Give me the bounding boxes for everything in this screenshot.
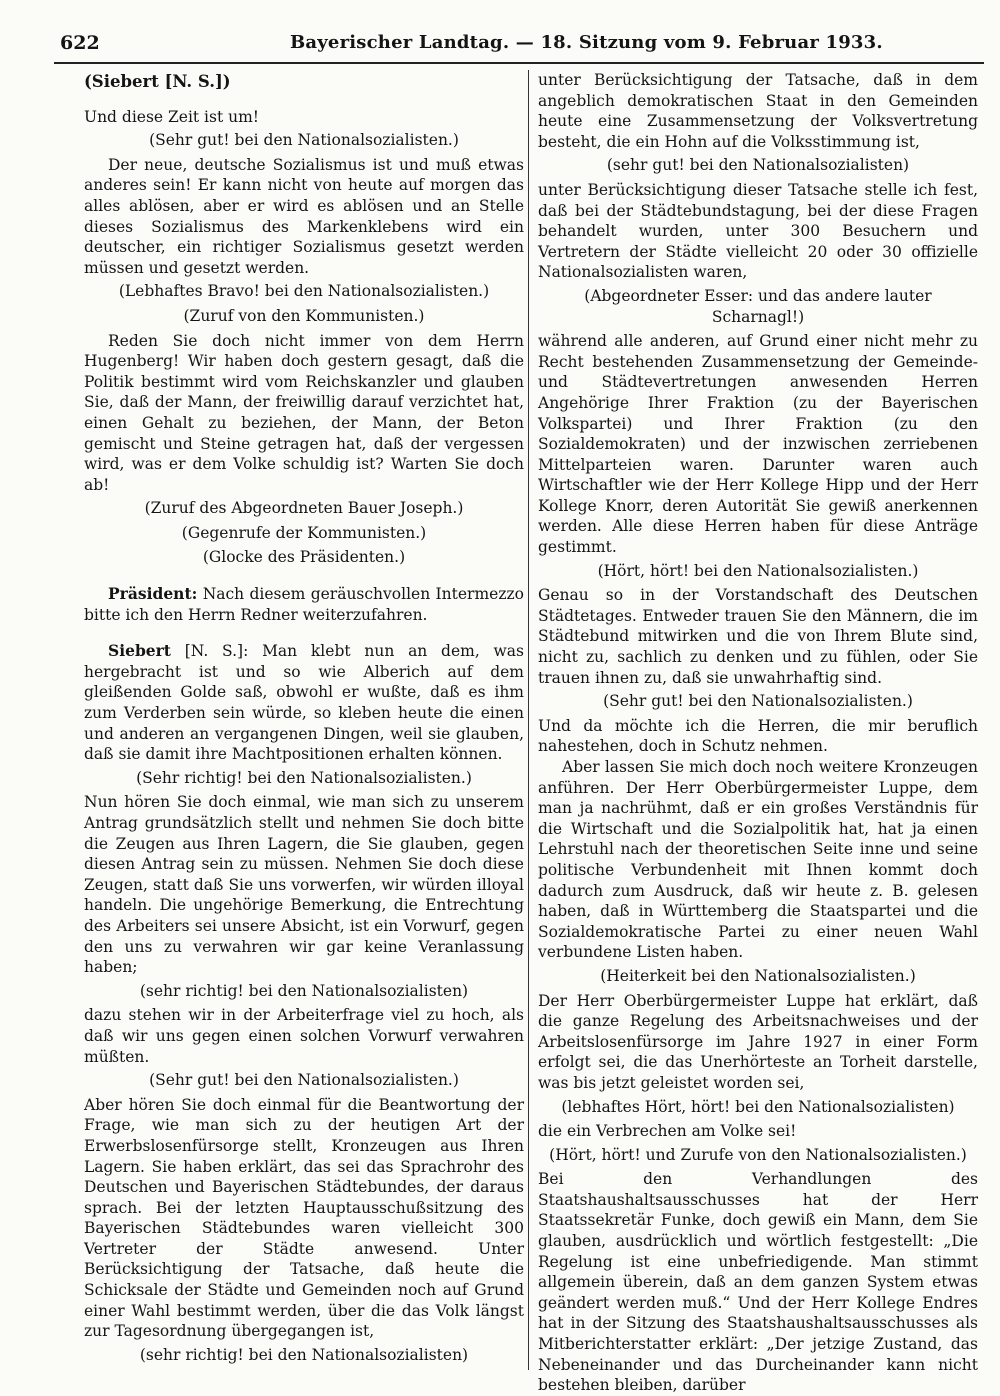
body-paragraph: Aber lassen Sie mich doch noch weitere Kronzeugen anführen. Der Herr Oberbürgermeister Luppe, dem man ja nachrühmt, daß er ein großes Verständnis für die Wirtschaft und die Sozialpolitik hat, hat ja einen Lehrstuhl nach der theoretischen Seite inne und seine politische Verbundenheit mit Ihnen kommt doch dadurch zum Ausdruck, daß wir heute z. B. gelesen haben, daß in Württemberg die Staatspartei und die Sozialdemokratische Partei zu einer neuen Wahl verbundene Listen haben. [538, 758, 978, 962]
interjection: (Heiterkeit bei den Nationalsozialisten.) [600, 966, 916, 985]
interjection: (Zuruf des Abgeordneten Bauer Joseph.) [144, 499, 464, 518]
body-paragraph: Nun hören Sie doch einmal, wie man sich zu unserem Antrag grundsätzlich stellt und nehmen Sie doch bitte die Zeugen aus Ihren Lagern, die Sie glauben, gegen diesen Antrag sein zu müssen. Nehmen Sie doch diese Zeugen, statt daß Sie uns vorwerfen, wir würden illoyal handeln. Die ungehörige Bemerkung, die Entrechtung des Arbeiters sei unsere Absicht, ist ein Vorwurf, gegen den uns zu verwahren wir gar keine Veranlassung haben; [84, 793, 524, 977]
interjection: (Sehr gut! bei den Nationalsozialisten.) [149, 1071, 459, 1090]
column-divider [528, 70, 529, 1370]
interjection: (Hört, hört! bei den Nationalsozialisten.) [597, 561, 919, 580]
interjection: (sehr richtig! bei den Nationalsozialisten) [139, 981, 469, 1000]
body-paragraph: Und da möchte ich die Herren, die mir beruflich nahestehen, doch in Schutz nehmen. [538, 716, 978, 756]
body-paragraph: Aber hören Sie doch einmal für die Beantwortung der Frage, wie man sich zu der heutigen Art der Erwerbslosenfürsorge stellt, Kronzeugen aus Ihren Lagern. Sie haben erklärt, das sei das Sprachrohr des Deutschen und Bayerischen Städtebundes, der daraus sprach. Bei der letzten Hauptausschußsitzung des Bayerischen Städtebundes waren vielleicht 300 Vertreter der Städte anwesend. Unter Berücksichtigung der Tatsache, daß heute die Schicksale der Städte und Gemeinden noch auf Grund einer Wahl bestimmt werden, über die das Volk längst zur Tagesordnung übergegangen ist, [84, 1095, 524, 1341]
body-paragraph: Reden Sie doch nicht immer von dem Herrn Hugenberg! Wir haben doch gestern gesagt, daß die Politik bestimmt wird vom Reichskanzler und glauben Sie, daß der Mann, der freiwillig darauf verzichtet hat, einen Gehalt zu beziehen, der Mann, der Beton gemischt und Steine getragen hat, daß der vergessen wird, was er dem Volke schuldig ist? Warten Sie doch ab! [84, 331, 524, 494]
interjection: (Lebhaftes Bravo! bei den Nationalsozialisten.) [118, 282, 490, 301]
interjection: (sehr gut! bei den Nationalsozialisten) [606, 156, 910, 175]
interjection: (sehr richtig! bei den Nationalsozialisten) [139, 1345, 469, 1364]
running-title: Bayerischer Landtag. — 18. Sitzung vom 9. Februar 1933. [290, 32, 883, 53]
body-paragraph: Der neue, deutsche Sozialismus ist und muß etwas anderes sein! Er kann nicht von heute auf morgen das alles ablösen, aber er wird es ablösen und an Stelle dieses Sozialismus des Markenklebens wird ein deutscher, ein richtiger Sozialismus gesetzt werden müssen und gesetzt werden. [84, 155, 524, 277]
speech-text: [N. S.]: Man klebt nun an dem, was hergebracht ist und so wie Alberich auf dem gleißenden Golde saß, obwohl er wußte, daß es ihm zum Verderben sein würde, so kleben heute die einen und anderen an vergangenen Dingen, weil sie glauben, daß sie damit ihre Machtpositionen erhalten können. [84, 642, 524, 764]
left-column [84, 70, 524, 1370]
interjection: (Sehr richtig! bei den Nationalsozialisten.) [136, 768, 472, 787]
body-paragraph: Der Herr Oberbürgermeister Luppe hat erklärt, daß die ganze Regelung des Arbeitsnachweises und der Arbeitslosenfürsorge im Jahre 1927 in einer Form erfolgt sei, die das Unerhörteste an Torheit darstelle, was bis jetzt geleistet worden sei, [538, 991, 978, 1092]
interjection: (Glocke des Präsidenten.) [202, 548, 406, 567]
body-paragraph: Bei den Verhandlungen des Staatshaushaltsausschusses hat der Herr Staatssekretär Funke, doch gewiß ein Mann, dem Sie glauben, ausdrücklich und wörtlich festgestellt: „Die Regelung ist eine unbefriedigende. Man stimmt allgemein überein, daß an dem ganzen System etwas geändert werden muß.“ Und der Herr Kollege Endres hat in der Sitzung des Staatshaushaltsausschusses als Mitberichterstatter erklärt: „Der jetzige Zustand, das Nebeneinander und das Durcheinander kann nicht bestehen bleiben, darüber [538, 1170, 978, 1395]
interjection: (Sehr gut! bei den Nationalsozialisten.) [603, 692, 913, 711]
right-column [538, 70, 978, 1395]
speaker-heading: (Siebert [N. S.]) [84, 72, 231, 91]
interjection: (lebhaftes Hört, hört! bei den Nationalsozialisten) [561, 1097, 955, 1116]
page-number: 622 [60, 32, 100, 54]
body-paragraph: dazu stehen wir in der Arbeiterfrage viel zu hoch, als daß wir uns gegen einen solchen Vorwurf verwahren müßten. [84, 1006, 524, 1066]
interjection: (Gegenrufe der Kommunisten.) [181, 523, 427, 542]
body-paragraph: unter Berücksichtigung der Tatsache, daß in dem angeblich demokratischen Staat in den Gemeinden heute eine Zusammensetzung der Volksvertretung besteht, die ein Hohn auf die Volksstimmung ist, [538, 71, 978, 151]
body-paragraph: Und diese Zeit ist um! [84, 107, 260, 126]
speech-text: Nach diesem geräuschvollen Intermezzo bitte ich den Herrn Redner weiterzufahren. [84, 585, 524, 624]
speaker-name: Siebert [108, 641, 171, 661]
interjection: (Abgeordneter Esser: und das andere lauter Scharnagl!) [584, 286, 932, 326]
page-header [54, 28, 984, 64]
body-paragraph: unter Berücksichtigung dieser Tatsache stelle ich fest, daß bei der Städtebundstagung, bei der diese Fragen behandelt wurden, unter 300 Besuchern und Vertretern der Städte vielleicht 20 oder 30 offizielle Nationalsozialisten waren, [538, 180, 978, 282]
body-paragraph: die ein Verbrechen am Volke sei! [538, 1122, 797, 1141]
interjection: (Sehr gut! bei den Nationalsozialisten.) [149, 131, 459, 150]
body-paragraph: während alle anderen, auf Grund einer nicht mehr zu Recht bestehenden Zusammensetzung der Gemeinde- und Städtevertretungen anwesenden Herren Angehörige Ihrer Fraktion (zu der Bayerischen Volkspartei) und Ihrer Fraktion (zu den Sozialdemokraten) und der inzwischen zerriebenen Mittelparteien waren. Darunter waren auch Wirtschaftler wie der Herr Kollege Hipp und der Herr Kollege Knorr, deren Autorität Sie gewiß anerkennen werden. Alle diese Herren haben für diese Anträge gestimmt. [538, 332, 978, 557]
speaker-paragraph [84, 641, 524, 765]
speaker-name: Präsident: [108, 584, 198, 604]
interjection: (Zuruf von den Kommunisten.) [183, 306, 425, 325]
interjection: (Hört, hört! und Zurufe von den Nationalsozialisten.) [549, 1145, 967, 1164]
speaker-paragraph [84, 584, 524, 625]
body-paragraph: Genau so in der Vorstandschaft des Deutschen Städtetages. Entweder trauen Sie den Männern, die im Städtebund mitwirken und die von Ihrem Blute sind, nicht zu, sachlich zu denken und zu fühlen, oder Sie trauen ihnen zu, daß sie unwahrhaftig sind. [538, 586, 978, 687]
